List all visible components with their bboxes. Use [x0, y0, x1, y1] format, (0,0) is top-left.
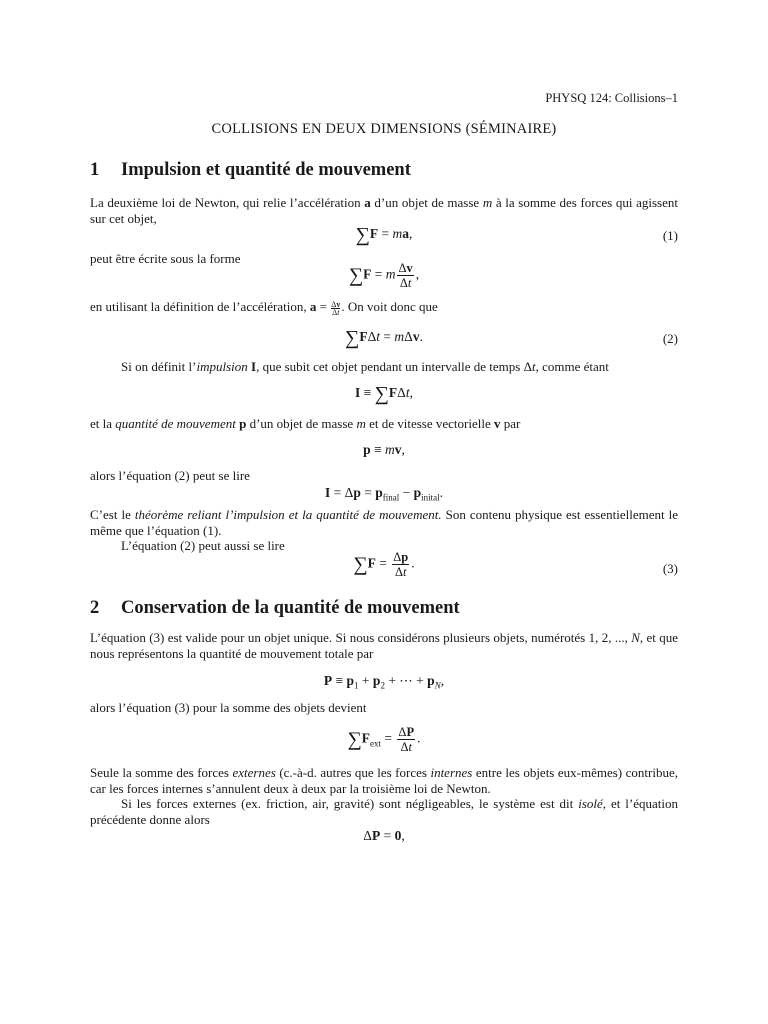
text: Si les forces externes (ex. friction, air, gravité) sont négligeables, le système est dit	[121, 796, 579, 811]
text: , et que nous représentons la quantité de mouvement totale par	[90, 630, 678, 661]
symbol: p	[235, 416, 247, 431]
paragraph	[90, 765, 678, 796]
paragraph	[90, 416, 678, 432]
text: (c.-à-d. autres que les forces	[275, 765, 431, 780]
text: d’un objet de masse	[370, 195, 483, 210]
subscript: final	[382, 492, 400, 503]
equation-conservation: ΔP = 0,	[363, 828, 405, 843]
document-title: COLLISIONS EN DEUX DIMENSIONS (SÉMINAIRE)	[211, 121, 557, 137]
equation-system: $\sum F_{ext}$ = $\frac{\Delta P}{\Delta t}$ .	[347, 725, 421, 754]
running-head: PHYSQ 124: Collisions–1	[545, 91, 678, 105]
text: en utilisant la définition de l’accélération,	[90, 299, 310, 314]
equation-impulse: I ≡ ∑FΔt,	[355, 383, 413, 405]
paragraph	[90, 630, 678, 661]
text: et de vitesse vectorielle	[365, 416, 494, 431]
paragraph: peut être écrite sous la forme	[90, 251, 241, 266]
symbol: a	[364, 195, 371, 210]
text: , et l’équation précédente donne alors	[90, 796, 679, 827]
subscript: N	[434, 680, 441, 691]
text: C’est le	[90, 507, 135, 522]
text: , comme étant	[535, 359, 609, 374]
text: à la somme des forces qui agissent sur cet objet,	[90, 195, 678, 226]
section-title: Impulsion et quantité de mouvement	[121, 160, 411, 180]
paragraph	[90, 359, 678, 375]
text: Si on définit l’	[121, 359, 197, 374]
paragraph: L’équation (2) peut aussi se lire	[121, 538, 285, 553]
emphasis: isolé	[578, 796, 603, 811]
paragraph: alors l’équation (3) pour la somme des objets devient	[90, 700, 367, 715]
text: L’équation (3) est valide pour un objet unique. Si nous considérons plusieurs objets, numérotés 1, 2, ...,	[90, 630, 632, 645]
equation-newton-delta: ∑F = m $\frac{\Delta v}{\Delta t}$ ,	[348, 261, 420, 290]
equation-total-momentum: $P \equiv p_1 + p_2$ + ⋯ + $p_N$,	[323, 673, 445, 691]
paragraph	[90, 796, 678, 827]
emphasis: internes	[430, 765, 473, 780]
text: entre les objets eux-mêmes) contribue, car les forces internes s’annulent deux à deux par la troisième loi de Newton.	[90, 765, 678, 796]
equation-2: ∑FΔt = mΔv.	[345, 327, 423, 349]
paragraph: en utilisant la définition de l’accélération, a = $\frac{\Delta v}{\Delta t}$ . On voit donc que	[90, 299, 438, 317]
text: La deuxième loi de Newton, qui relie l’accélération	[90, 195, 365, 210]
symbol: t	[531, 359, 536, 374]
equation-number: (1)	[662, 228, 678, 243]
section-1-heading	[0, 160, 768, 184]
text: d’un objet de masse	[246, 416, 357, 431]
section-2-heading	[0, 598, 768, 622]
text: Son contenu physique est essentiellement le même que l’équation (1).	[90, 507, 679, 538]
text: , que subit cet objet pendant un intervalle de temps Δ	[256, 359, 532, 374]
emphasis: théorème reliant l’impulsion et la quantité de mouvement.	[134, 507, 442, 522]
emphasis: externes	[232, 765, 276, 780]
equation-number: (3)	[662, 561, 678, 576]
symbol: I	[247, 359, 257, 374]
subscript: inital	[421, 492, 440, 503]
section-title: Conservation de la quantité de mouvement	[121, 598, 460, 618]
symbol: v	[493, 416, 501, 431]
text: . On voit donc que	[341, 299, 438, 314]
symbol: N	[631, 630, 640, 645]
paragraph	[90, 195, 678, 226]
emphasis: impulsion	[196, 359, 248, 374]
emphasis: quantité de mouvement	[115, 416, 236, 431]
equation-theorem: $I = \Delta p = p_{final} - p_{inital}$.	[325, 485, 443, 503]
section-number: 2	[90, 598, 100, 618]
subscript: ext	[370, 738, 382, 749]
equation-3: ∑F = $\frac{\Delta p}{\Delta t}$ .	[353, 550, 415, 579]
text: par	[500, 416, 521, 431]
symbol: m	[482, 195, 493, 210]
paragraph	[90, 507, 678, 538]
section-number: 1	[90, 160, 100, 180]
text: et la	[90, 416, 116, 431]
equation-momentum: p ≡ mv,	[363, 442, 405, 457]
equation-number: (2)	[662, 331, 678, 346]
symbol: m	[356, 416, 366, 431]
text: Seule la somme des forces	[90, 765, 233, 780]
paragraph: alors l’équation (2) peut se lire	[90, 468, 250, 483]
equation-1: ∑F = ma,	[355, 224, 413, 246]
